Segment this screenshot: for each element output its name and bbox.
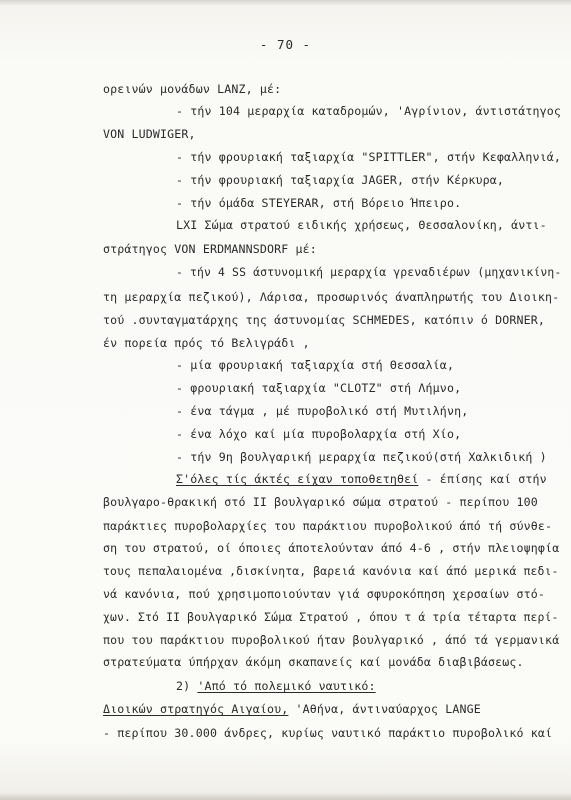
text-line-12: έν πορεία πρός τό Βελιγράδι , <box>103 336 310 350</box>
text-line-25: που του παράκτιου πυροβολικού ήταν βουλγαρικό , άπό τά γερμανικά <box>103 633 560 647</box>
scan-edge-bottom <box>0 792 571 800</box>
section-title: 'Από τό πολεμικό ναυτικό: <box>197 679 376 693</box>
text-line-21: ση του στρατού, οί όποιες άποτελούνταν άπό 4-6 , στήν πλειοψηφία <box>103 541 560 555</box>
underlined-command: Διοικών στρατηγός Αιγαίου, <box>103 702 289 716</box>
underlined-phrase: Σ'όλες τίς άκτές είχαν τοποθετηθεί <box>176 472 419 486</box>
page-number: - 70 - <box>259 37 312 52</box>
text-line-29: - περίπου 30.000 άνδρες, κυρίως ναυτικό παράκτιο πυροβολικό καί <box>103 726 553 740</box>
text-line-18 <box>176 472 547 486</box>
text-line-23: νά κανόνια, πού χρησιμοποιούνταν γιά σφυροκόπηση χερσαίων στό- <box>103 587 546 601</box>
text-line-24: χων. Στό II βουλγαρικό Σώμα Στρατού , όπου τ ά τρία τέταρτα περί- <box>103 610 559 624</box>
text-line-3: VON LUDWIGER, <box>103 127 196 141</box>
text-line-7: LXI Σώμα στρατού ειδικής χρήσεως, Θεσσαλονίκη, άντι- <box>176 218 547 232</box>
text-line-11: τού .συνταγματάρχης της άστυνομίας SCHMEDES, κατόπιν ό DORNER, <box>103 313 546 327</box>
text-line-14: - φρουριακή ταξιαρχία "CLOTZ" στή Λήμνο, <box>176 381 462 395</box>
text-line-16: - ένα λόχο καί μία πυροβολαρχία στή Χίο, <box>176 427 462 441</box>
text-line-8: στράτηγος VON ERDMANNSDORF μέ: <box>103 242 317 256</box>
text-line-17: - τήν 9η βουλγαρική μεραρχία πεζικού(στή Χαλκιδική ) <box>176 450 547 464</box>
section-heading-navy <box>176 679 376 693</box>
text-line-1: ορεινών μονάδων LANZ, μέ: <box>103 82 282 96</box>
text-line-19: βουλγαρο-θρακική στό II βουλγαρικό σώμα στρατού - περίπου 100 <box>103 495 538 509</box>
text-line-15: - ένα τάγμα , μέ πυροβολικό στή Μυτιλήνη, <box>176 404 469 418</box>
text-line-6: - τήν όμάδα STEYERAR, στή Βόρειο Ήπειρο. <box>176 196 462 210</box>
text-line-22: τους πεπαλαιομένα ,δισκίνητα, βαρειά κανόνια καί άπό μερικά πεδι- <box>103 564 559 578</box>
text-line-5: - τήν φρουριακή ταξιαρχία JAGER, στήν Κέρκυρα, <box>176 173 504 187</box>
text-line-2: - τήν 104 μεραρχία καταδρομών, 'Αγρίνιον, άντιστάτηγος <box>176 104 562 118</box>
section-number: 2) <box>176 679 198 693</box>
text-line-4: - τήν φρουριακή ταξιαρχία "SPITTLER", στήν Κεφαλληνιά, <box>176 150 562 164</box>
text-line-18-rest: - έπίσης καί στήν <box>418 472 547 486</box>
text-line-20: παράκτιες πυροβολαρχίες του παράκτιου πυροβολικού άπό τή σύνθε- <box>103 519 553 533</box>
text-line-28-rest: 'Αθήνα, άντιναύαρχος LANGE <box>288 702 481 716</box>
text-line-9: - τήν 4 SS άστυνομική μεραρχία γρεναδιέρων (μηχανικίνη- <box>176 265 562 279</box>
text-line-10: τη μεραρχία πεζικού), Λάρισα, προσωρινός άναπληρωτής του Διοικη- <box>103 290 560 304</box>
text-line-28 <box>103 702 481 716</box>
text-line-26: στρατεύματα ύπήρχαν άκόμη σκαπανείς καί μονάδα διαβιβάσεως. <box>103 655 524 669</box>
scan-edge-top <box>0 0 571 6</box>
text-line-13: - μία φρουριακή ταξιαρχία στή Θεσσαλία, <box>176 358 455 372</box>
